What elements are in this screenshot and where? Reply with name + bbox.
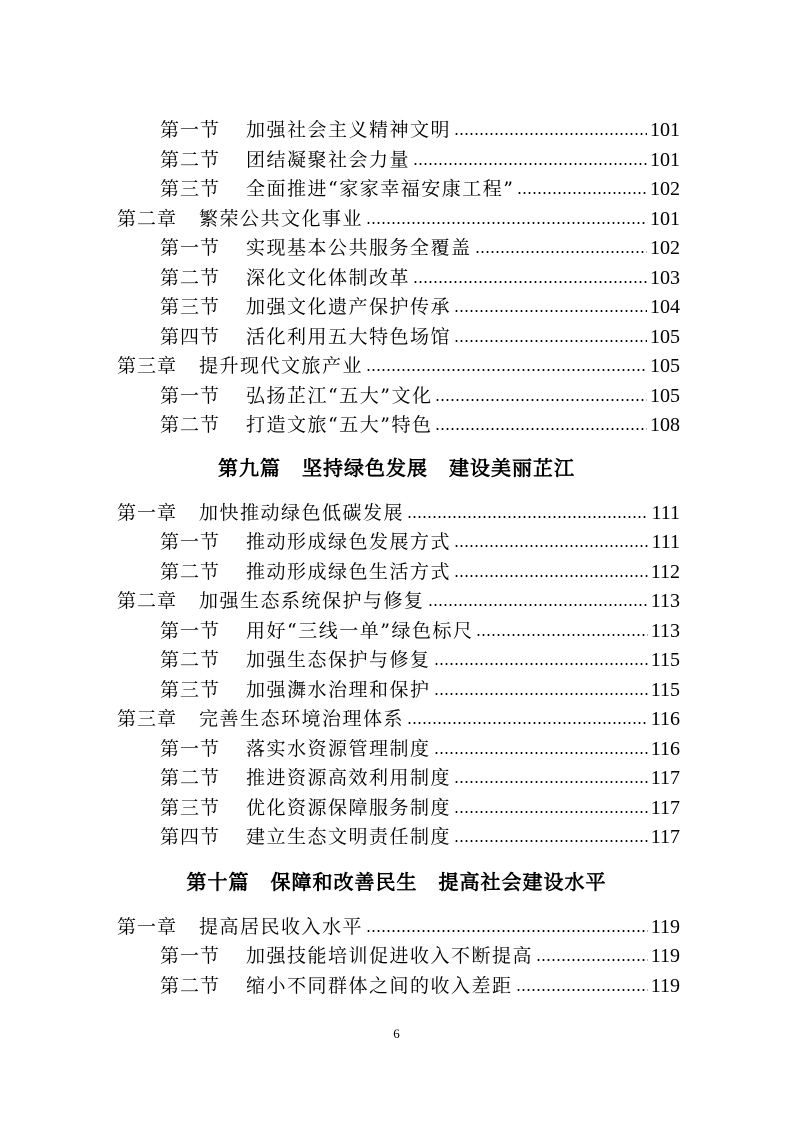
entry-label: 第一节 [160,620,221,642]
dot-leader [536,956,648,964]
entry-label: 第二章 [117,208,178,230]
dot-leader [454,808,648,816]
entry-title: 深化文化体制改革 [246,267,411,289]
dot-leader [366,219,647,227]
toc-chapter-entry [117,586,680,616]
entry-page-number: 117 [650,826,680,848]
toc-section-entry [160,734,680,764]
dot-leader [454,337,647,345]
entry-page-number: 111 [651,502,680,524]
entry-page-number: 101 [650,208,680,230]
toc-section-entry [160,292,680,322]
entry-title: 全面推进“家家幸福安康工程” [246,178,515,200]
dot-leader [413,160,647,168]
entry-page-number: 111 [651,531,680,553]
dot-leader [476,631,647,639]
entry-page-number: 108 [650,414,680,436]
entry-title: 团结凝聚社会力量 [246,149,411,171]
entry-title: 加强文化遗产保护传承 [246,296,452,318]
entry-page-number: 117 [650,797,680,819]
dot-leader [454,837,648,845]
entry-page-number: 115 [650,649,680,671]
toc-section-entry [160,527,680,557]
entry-label: 第四节 [160,826,221,848]
entry-title: 实现基本公共服务全覆盖 [246,237,472,259]
dot-leader [454,778,648,786]
entry-page-number: 116 [650,738,680,760]
dot-leader [475,248,647,256]
toc-section-entry [160,763,680,793]
entry-page-number: 103 [650,267,680,289]
entry-title: 完善生态环境治理体系 [199,708,405,730]
entry-page-number: 117 [650,767,680,789]
dot-leader [407,513,648,521]
entry-title: 加快推动绿色低碳发展 [199,502,405,524]
entry-page-number: 102 [650,178,680,200]
entry-label: 第三节 [160,679,221,701]
dot-leader [435,396,647,404]
dot-leader [517,189,647,197]
entry-label: 第一节 [160,119,221,141]
entry-label: 第二节 [160,149,221,171]
toc-section-entry [160,322,680,352]
toc-chapter-entry [117,204,680,234]
entry-title: 加强技能培训促进收入不断提高 [246,945,534,967]
toc-section-entry [160,145,680,175]
dot-leader [366,366,647,374]
dot-leader [454,307,647,315]
toc-section-entry [160,793,680,823]
toc-chapter-entry [117,704,680,734]
entry-page-number: 116 [650,708,680,730]
toc-chapter-entry [117,351,680,381]
entry-label: 第一节 [160,531,221,553]
entry-page-number: 101 [650,149,680,171]
entry-label: 第一节 [160,738,221,760]
entry-page-number: 104 [650,296,680,318]
toc-section-entry [160,381,680,411]
part-heading: 第九篇 坚持绿色发展 建设美丽芷江 [218,456,575,480]
dot-leader [434,690,648,698]
toc-chapter-entry [117,498,680,528]
entry-title: 建立生态文明责任制度 [246,826,452,848]
entry-label: 第一节 [160,945,221,967]
entry-label: 第三节 [160,296,221,318]
toc-chapter-entry [117,912,680,942]
dot-leader [435,425,647,433]
entry-title: 活化利用五大特色场馆 [246,326,452,348]
entry-title: 推进资源高效利用制度 [246,767,452,789]
entry-title: 弘扬芷江“五大”文化 [246,385,433,407]
entry-title: 提高居民收入水平 [199,916,364,938]
entry-label: 第一节 [160,237,221,259]
entry-label: 第二节 [160,561,221,583]
part-heading: 第十篇 保障和改善民生 提高社会建设水平 [186,870,607,894]
toc-section-entry [160,174,680,204]
entry-page-number: 105 [650,355,680,377]
entry-title: 推动形成绿色发展方式 [246,531,452,553]
entry-title: 加强生态系统保护与修复 [199,590,425,612]
entry-page-number: 119 [650,916,680,938]
dot-leader [454,130,647,138]
entry-label: 第四节 [160,326,221,348]
entry-title: 加强社会主义精神文明 [246,119,452,141]
dot-leader [366,927,648,935]
entry-page-number: 102 [650,237,680,259]
entry-page-number: 119 [650,975,680,997]
dot-leader [428,601,648,609]
toc-section-entry [160,645,680,675]
dot-leader [434,749,648,757]
dot-leader [434,660,648,668]
entry-label: 第一章 [117,502,178,524]
toc-section-entry [160,410,680,440]
entry-page-number: 101 [650,119,680,141]
dot-leader [413,278,647,286]
toc-section-entry [160,557,680,587]
dot-leader [454,572,648,580]
entry-label: 第二节 [160,975,221,997]
entry-label: 第一章 [117,916,178,938]
toc-section-entry [160,616,680,646]
dot-leader [516,986,648,994]
entry-label: 第三节 [160,797,221,819]
entry-page-number: 113 [650,590,680,612]
entry-title: 加强㵲水治理和保护 [246,679,431,701]
toc-section-entry [160,115,680,145]
entry-title: 优化资源保障服务制度 [246,797,452,819]
toc-section-entry [160,822,680,852]
entry-label: 第二节 [160,767,221,789]
toc-section-entry [160,263,680,293]
entry-page-number: 105 [650,326,680,348]
entry-label: 第二章 [117,590,178,612]
dot-leader [407,719,648,727]
toc-section-entry [160,675,680,705]
entry-label: 第一节 [160,385,221,407]
entry-title: 提升现代文旅产业 [199,355,364,377]
entry-title: 落实水资源管理制度 [246,738,431,760]
page-number: 6 [393,1026,400,1041]
entry-page-number: 115 [650,679,680,701]
entry-page-number: 105 [650,385,680,407]
entry-label: 第二节 [160,414,221,436]
entry-title: 用好“三线一单”绿色标尺 [246,620,474,642]
entry-title: 缩小不同群体之间的收入差距 [246,975,513,997]
entry-label: 第三章 [117,708,178,730]
entry-title: 推动形成绿色生活方式 [246,561,452,583]
toc-section-entry [160,971,680,1001]
toc-section-entry [160,233,680,263]
entry-label: 第三章 [117,355,178,377]
entry-title: 打造文旅“五大”特色 [246,414,433,436]
entry-page-number: 119 [650,945,680,967]
dot-leader [454,542,648,550]
entry-page-number: 112 [650,561,680,583]
entry-page-number: 113 [650,620,680,642]
toc-section-entry [160,941,680,971]
entry-label: 第二节 [160,649,221,671]
entry-title: 繁荣公共文化事业 [199,208,364,230]
entry-label: 第二节 [160,267,221,289]
entry-label: 第三节 [160,178,221,200]
entry-title: 加强生态保护与修复 [246,649,431,671]
